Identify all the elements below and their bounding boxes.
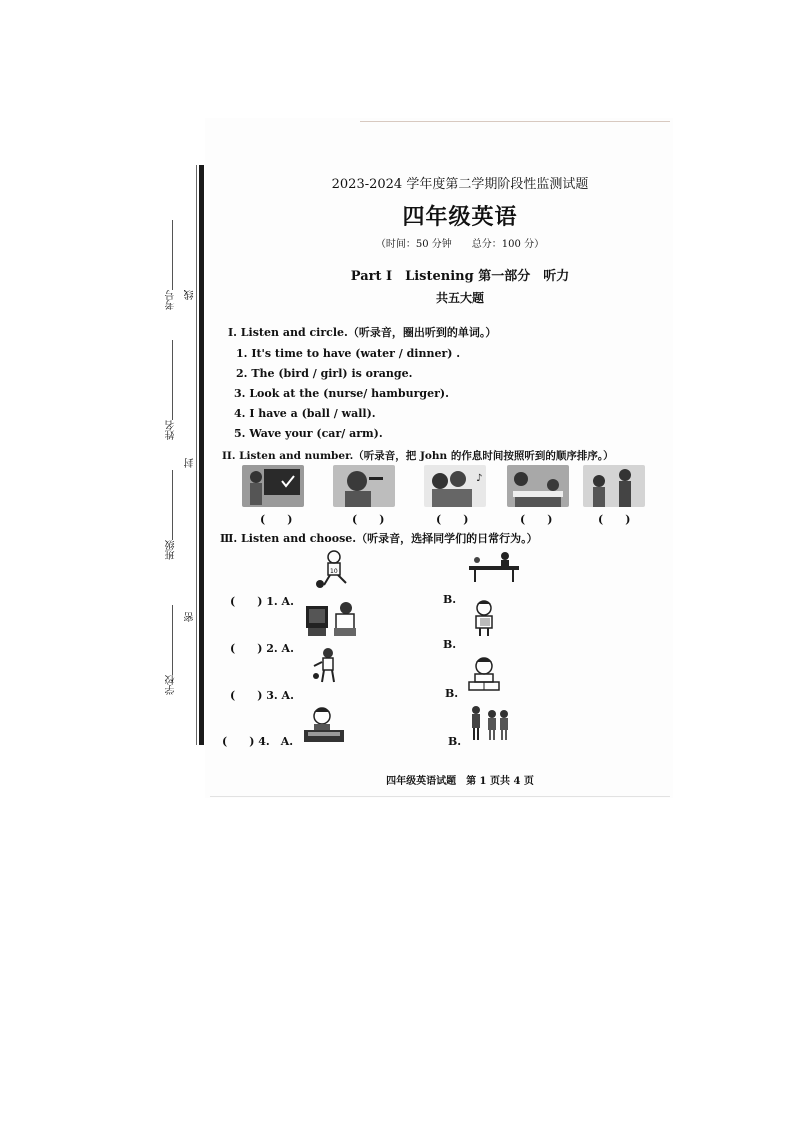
field-line-exam-number (172, 220, 173, 290)
choice-row-2-number: ( ) 2. A. (230, 642, 294, 655)
clipart-3b-homework (467, 656, 501, 694)
routine-picture-3 (424, 465, 486, 507)
choice-row-4-b: B. (448, 735, 462, 748)
field-exam-number: 考号 (166, 290, 177, 310)
choice-row-1-b: B. (443, 593, 457, 606)
section1-item-1: 1. It's time to have (water / dinner) . (236, 347, 461, 360)
field-class: 班级 (166, 540, 177, 560)
field-school: 学校 (166, 675, 177, 695)
section2-heading: II. Listen and number.（听录音，把 John 的作息时间按照听到的顺序排序。） (222, 450, 614, 462)
choice-row-1-number: ( ) 1. A. (230, 595, 294, 608)
routine-picture-2 (333, 465, 395, 507)
part-heading: Part I Listening 第一部分 听力 (350, 269, 570, 284)
exam-title: 2023-2024 学年度第二学期阶段性监测试题 (331, 177, 589, 192)
scan-edge-bottom (210, 796, 670, 797)
choice-row-2-b: B. (443, 638, 457, 651)
seal-mark-secret: 密 (185, 612, 196, 622)
page-footer: 四年级英语试题 第 1 页共 4 页 (386, 776, 534, 787)
choice-row-3-number: ( ) 3. A. (230, 689, 294, 702)
subject-title: 四年级英语 (402, 204, 518, 230)
answer-bracket-2[interactable]: ( ) (352, 513, 385, 526)
seal-mark-line: 线 (185, 290, 196, 300)
routine-picture-4 (507, 465, 569, 507)
answer-bracket-5[interactable]: ( ) (598, 513, 631, 526)
binding-line-thin (196, 165, 197, 745)
section1-heading: I. Listen and circle.（听录音，圈出听到的单词。） (228, 326, 497, 339)
routine-picture-1 (242, 465, 304, 507)
section3-heading: Ⅲ. Listen and choose.（听录音，选择同学们的日常行为。） (220, 532, 538, 545)
field-name: 姓名 (166, 420, 177, 440)
section1-item-2: 2. The (bird / girl) is orange. (236, 367, 413, 380)
time-score-info: （时间：50 分钟 总分：100 分） (375, 239, 545, 250)
answer-bracket-3[interactable]: ( ) (436, 513, 469, 526)
section1-item-4: 4. I have a (ball / wall). (234, 407, 376, 420)
binding-line-thick (199, 165, 204, 745)
field-line-class (172, 470, 173, 540)
clipart-1a-soccer (310, 550, 354, 590)
section1-item-3: 3. Look at the (nurse/ hamburger). (234, 387, 449, 400)
answer-bracket-4[interactable]: ( ) (520, 513, 553, 526)
clipart-1b-ping-pong (465, 550, 523, 586)
choice-row-3-b: B. (445, 687, 459, 700)
clipart-2a-watch-tv (304, 600, 358, 638)
section-count: 共五大题 (435, 291, 484, 305)
svg-text:10: 10 (330, 568, 338, 575)
routine-picture-5 (583, 465, 645, 507)
field-line-name (172, 340, 173, 420)
seal-mark-seal: 封 (185, 458, 196, 468)
section1-item-5: 5. Wave your (car/ arm). (234, 427, 383, 440)
clipart-4b-greeting (468, 704, 510, 742)
clipart-3a-water-plant (310, 646, 340, 686)
svg-text:♪: ♪ (476, 473, 483, 484)
choice-row-4-number: ( ) 4. A. (222, 735, 294, 748)
clipart-4a-writing (302, 706, 346, 744)
answer-bracket-1[interactable]: ( ) (260, 513, 293, 526)
field-line-school (172, 605, 173, 675)
scan-edge-top (360, 121, 670, 122)
clipart-2b-read-book (470, 600, 498, 638)
